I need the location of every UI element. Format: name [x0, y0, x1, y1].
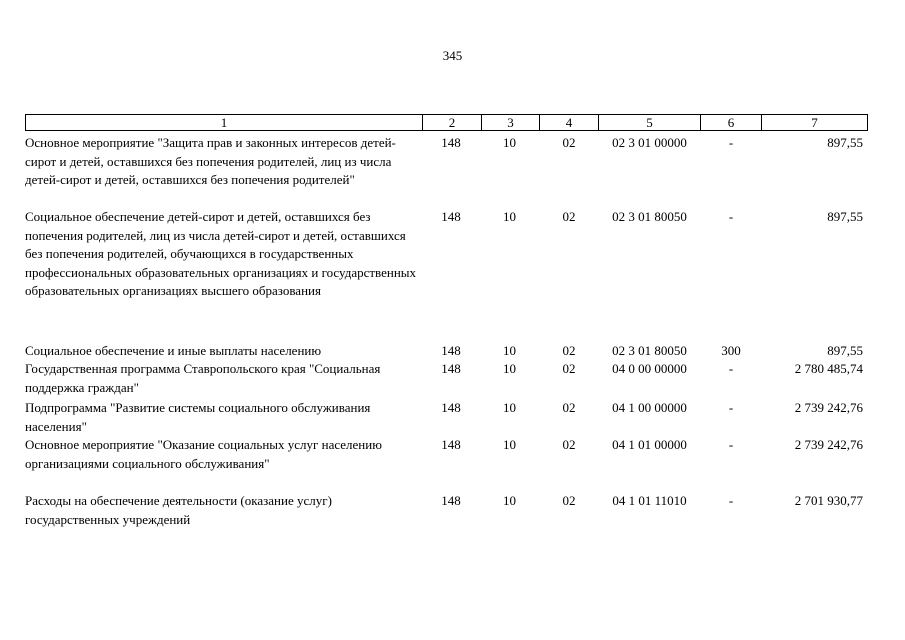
column-header-7: 7 — [762, 115, 868, 131]
page-number: 345 — [442, 48, 463, 63]
column-header-1: 1 — [26, 115, 423, 131]
row-col-6: - — [728, 135, 734, 150]
column-header-table — [25, 114, 868, 131]
row-col-3: 10 — [503, 437, 516, 452]
row-col-7: 2 739 242,76 — [794, 400, 863, 415]
row-col-5: 04 0 00 00000 — [612, 361, 687, 376]
row-col-6: - — [728, 209, 734, 224]
row-col-7: 2 701 930,77 — [794, 493, 863, 508]
column-header-4: 4 — [540, 115, 599, 131]
row-col-4: 02 — [562, 135, 576, 150]
row-col-7: 2 780 485,74 — [794, 361, 863, 376]
row-name: Социальное обеспечение и иные выплаты населению — [25, 343, 322, 358]
row-col-5: 02 3 01 00000 — [612, 135, 687, 150]
row-col-3: 10 — [503, 361, 516, 376]
row-name: Социальное обеспечение детей-сирот и детей, оставшихся без попечения родителей, лиц из числа детей-сирот и детей, оставшихся без попечения родителей, обучающихся в государственных профессиональных образовательных организациях и государственных образовательных организациях высшего образования — [25, 209, 417, 298]
row-col-3: 10 — [503, 343, 516, 358]
row-col-2: 148 — [441, 493, 461, 508]
row-col-5: 04 1 01 11010 — [612, 493, 687, 508]
column-header-row — [26, 115, 868, 131]
row-col-6: - — [728, 437, 734, 452]
column-header-2: 2 — [423, 115, 482, 131]
row-col-6: 300 — [721, 343, 741, 358]
row-col-7: 2 739 242,76 — [794, 437, 863, 452]
row-col-2: 148 — [441, 437, 461, 452]
row-col-4: 02 — [562, 437, 576, 452]
row-col-3: 10 — [503, 493, 516, 508]
row-col-3: 10 — [503, 400, 516, 415]
row-col-7: 897,55 — [827, 343, 863, 358]
row-col-4: 02 — [562, 343, 576, 358]
row-col-5: 04 1 01 00000 — [612, 437, 687, 452]
row-col-5: 02 3 01 80050 — [612, 343, 687, 358]
row-col-7: 897,55 — [827, 209, 863, 224]
column-header-3: 3 — [482, 115, 540, 131]
row-name: Основное мероприятие "Защита прав и законных интересов детей-сирот и детей, оставшихся без попечения родителей, лиц из числа детей-сирот и детей, оставшихся без попечения родителей" — [25, 135, 396, 187]
row-name: Основное мероприятие "Оказание социальных услуг населению организациями социального обслуживания" — [25, 437, 382, 471]
row-col-5: 04 1 00 00000 — [612, 400, 687, 415]
row-col-5: 02 3 01 80050 — [612, 209, 687, 224]
row-col-3: 10 — [503, 209, 516, 224]
row-col-6: - — [728, 361, 734, 376]
row-col-2: 148 — [441, 209, 461, 224]
row-col-2: 148 — [441, 343, 461, 358]
row-col-3: 10 — [503, 135, 516, 150]
row-name: Расходы на обеспечение деятельности (оказание услуг) государственных учреждений — [25, 493, 332, 527]
row-col-4: 02 — [562, 209, 576, 224]
row-col-7: 897,55 — [827, 135, 863, 150]
row-col-6: - — [728, 400, 734, 415]
row-col-4: 02 — [562, 400, 576, 415]
row-col-6: - — [728, 493, 734, 508]
row-name: Подпрограмма "Развитие системы социального обслуживания населения" — [25, 400, 371, 434]
column-header-6: 6 — [701, 115, 762, 131]
row-col-2: 148 — [441, 135, 461, 150]
row-col-2: 148 — [441, 400, 461, 415]
column-header-5: 5 — [599, 115, 701, 131]
row-col-4: 02 — [562, 361, 576, 376]
row-col-2: 148 — [441, 361, 461, 376]
row-col-4: 02 — [562, 493, 576, 508]
row-name: Государственная программа Ставропольского края "Социальная поддержка граждан" — [25, 361, 381, 395]
